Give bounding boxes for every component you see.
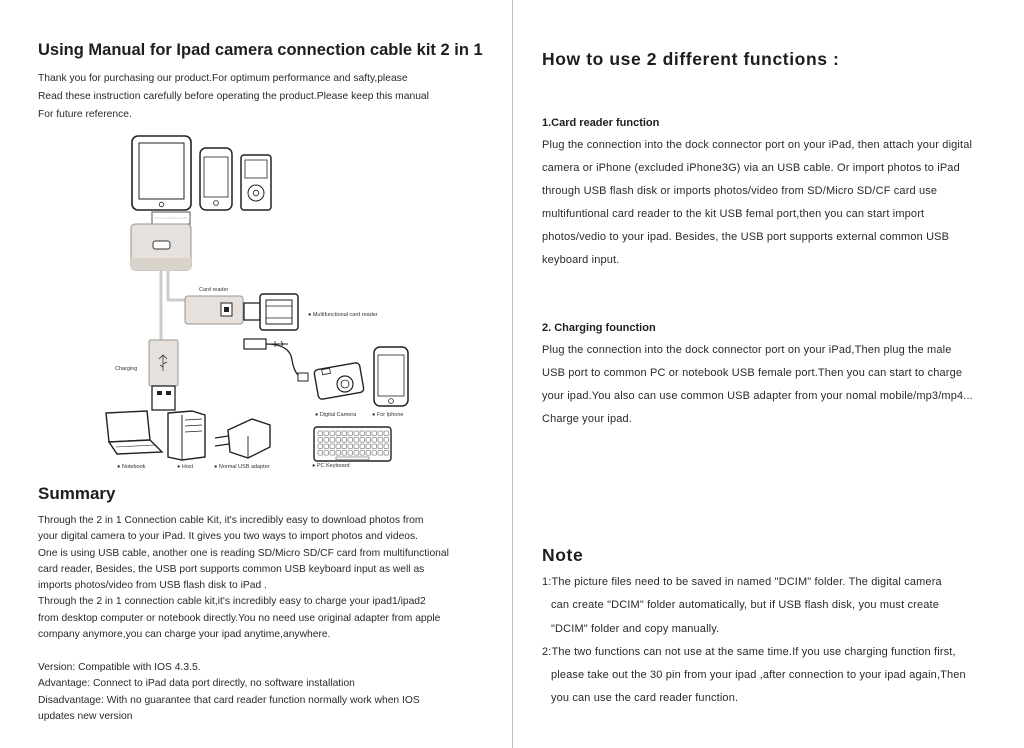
keyboard-icon [314,427,391,461]
pc-keyboard-label: ● PC Keyboard [312,463,350,469]
note-heading: Note [542,545,584,565]
summary-line: your digital camera to your iPad. It gives you two ways to import photos and videos. [38,531,419,543]
intro-text [38,70,429,124]
summary-heading: Summary [38,484,116,503]
summary-line: Through the 2 in 1 Connection cable Kit, it's incredibly easy to download photos from [38,515,424,526]
charging-heading: 2. Charging founction [542,322,656,334]
notebook-label: ● Notebook [117,464,146,470]
summary-line: One is using USB cable, another one is reading SD/Micro SD/CF card from multifunctional [38,547,449,559]
charging-label: Charging [115,366,138,372]
note-line: you can use the card reader function. [551,692,739,705]
host-computer-icon [168,411,205,460]
host-label: ● Host [177,464,194,470]
usb-adapter-label: ● Normal USB adapter [214,464,270,470]
notebook-icon [106,411,162,454]
card-reader-connector [185,296,243,324]
card-reader-line: Plug the connection into the dock connector port on your iPad, then attach your digital [542,139,973,151]
note-line: can create "DCIM" folder automatically, but if USB flash disk, you must create [551,599,939,612]
ipad-icon [132,136,191,210]
card-reader-line: camera or iPhone (excluded iPhone3G) via an USB cable. Or import photos to iPad [542,162,960,174]
digital-camera-label: ● Digital Camera [315,412,357,418]
iphone-right-icon [374,347,408,406]
spec-advantage: Advantage: Connect to iPad data port directly, no software installation [38,678,355,690]
summary-line: Through the 2 in 1 connection cable kit,it's incredibly easy to charge your ipad1/ipad2 [38,596,426,608]
for-iphone-label: ● For Iphone [372,412,404,418]
ipod-icon [241,155,271,210]
intro-line: Thank you for purchasing our product.For optimum performance and safty,please [38,73,408,84]
summary-text [38,513,449,643]
card-reader-line: through USB flash disk or imports photos/video from SD/Micro SD/CF card use [542,185,938,197]
charging-line: Charge your ipad. [542,413,632,425]
note-line: 1:The picture files need to be saved in named "DCIM" folder. The digital camera [542,576,942,588]
spec-line: updates new version [38,710,133,722]
card-reader-line: multifuntional card reader to the kit USB femal port,then you can start import [542,208,925,220]
note-line: 2:The two functions can not use at the same time.If you use charging function first, [542,645,956,658]
card-reader-heading: 1.Card reader function [542,117,660,129]
charging-line: your ipad.You also can use common USB adapter from your nomal mobile/mp3/mp4... [542,390,973,402]
intro-line: Read these instruction carefully before operating the product.Please keep this manual [38,91,429,102]
right-page [513,0,1024,748]
charging-line: Plug the connection into the dock connector port on your iPad,Then plug the male [542,344,952,356]
intro-line: For future reference. [38,109,132,120]
card-reader-label: Card reader [199,287,229,293]
spec-version: Version: Compatible with IOS 4.3.5. [38,662,201,673]
card-reader-line: keyboard input. [542,254,620,266]
iphone-icon [200,148,232,210]
usb-plug-icon [149,340,178,410]
note-line: "DCIM" folder and copy manually. [551,622,720,635]
connection-diagram [0,125,512,480]
note-text [542,571,966,711]
note-line: please take out the 30 pin from your ipad ,after connection to your ipad again,Then [551,669,966,682]
summary-line: imports photos/video from USB flash disk to iPad . [38,580,267,592]
card-reader-line: photos/vedio to your ipad. Besides, the USB port supports external common USB [542,231,950,243]
manual-title: Using Manual for Ipad camera connection cable kit 2 in 1 [38,41,483,59]
usb-adapter-icon [215,419,270,458]
summary-line: company anymore,you can charge your ipad anytime,anywhere. [38,629,331,641]
charging-text [542,339,973,431]
usb-cable [244,339,308,381]
summary-line: card reader, Besides, the USB port supports common USB keyboard input as well as [38,563,425,575]
multifunctional-label: ● Multifunctional card reader [308,312,378,318]
summary-line: from desktop computer or notebook directly.You no need use original adapter from apple [38,612,441,624]
digital-camera-icon [314,362,365,400]
spec-text [38,660,420,725]
charging-line: USB port to common PC or notebook USB female port.Then you can start to charge [542,367,963,379]
dock-connector [131,212,191,270]
multifunctional-card-reader-icon [244,294,298,330]
spec-disadvantage: Disadvantage: With no guarantee that card reader function normally work when IOS [38,694,420,706]
functions-heading: How to use 2 different functions : [542,49,840,69]
card-reader-text [542,134,972,272]
